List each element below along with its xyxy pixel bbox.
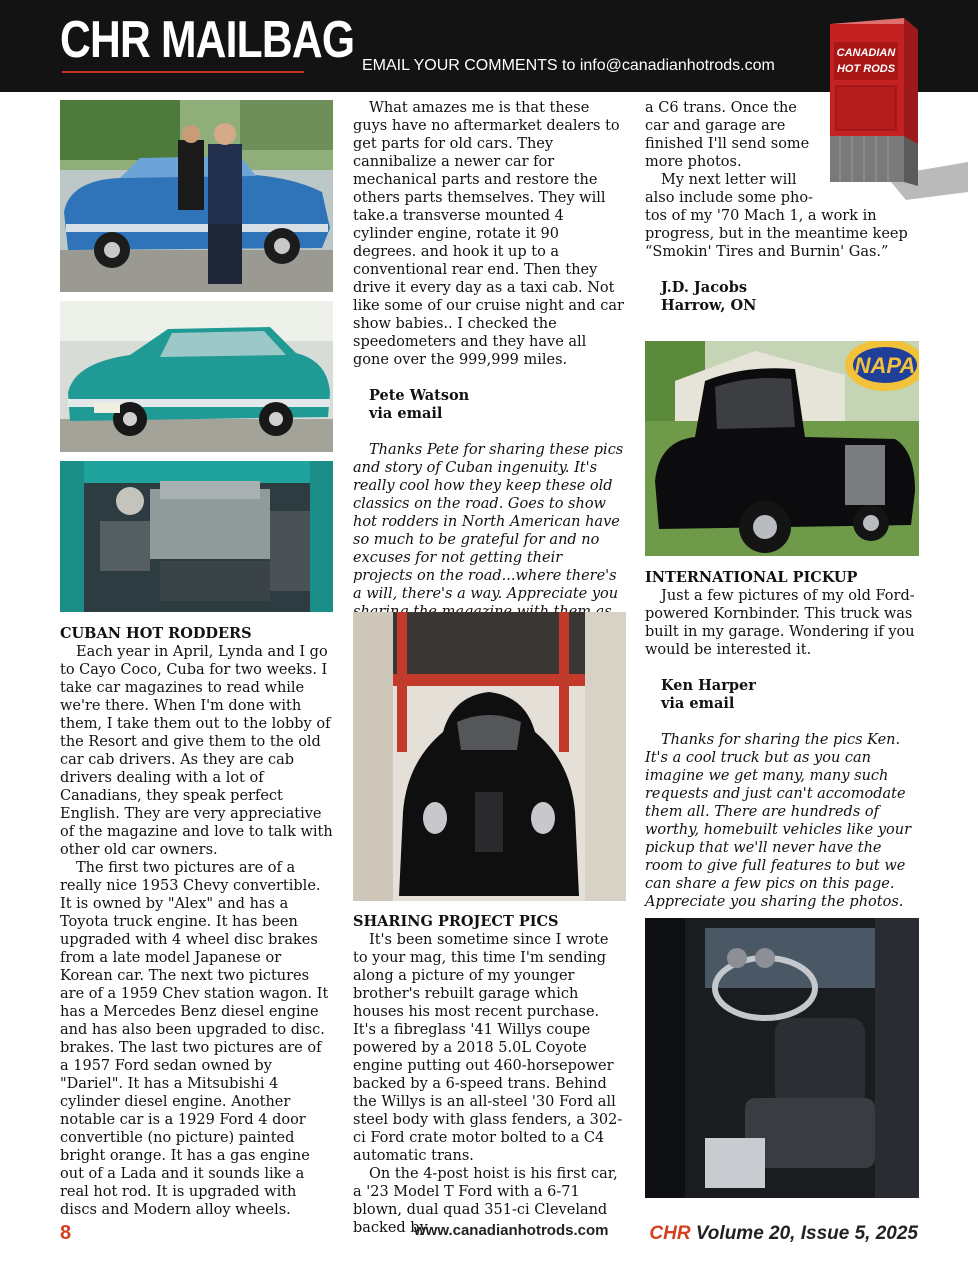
photo-pickup-interior	[645, 918, 919, 1198]
column-2-text-bottom	[353, 913, 626, 1237]
project-next-letter-line-1: My next letter will	[661, 172, 797, 188]
pickup-paragraph: Just a few pictures of my old Ford-powered Kornbinder. This truck was built in my garage. Wondering if you would be interested it.	[645, 588, 915, 658]
page-title: CHR MAILBAG	[60, 11, 355, 69]
napa-banner-text: NAPA	[854, 353, 916, 378]
project-paragraph-1: It's been sometime since I wrote to your mag, this time I'm sending along a picture of my younger brother's rebuilt garage which houses his most recent purchase. It's a fibreglass '41 Willys coupe powered by a 2018 5.0L Coyote engine putting out 460-horsepower backed by a 6-speed trans. Behind the Willys is an all-steel '30 Ford all steel body with glass fenders, a 302-ci Ford crate motor bolted to a C4 automatic trans.	[353, 932, 623, 1164]
signature-name-ken: Ken Harper	[661, 677, 756, 694]
column-3-text-middle	[645, 569, 919, 911]
project-continued-line-1: a C6 trans. Once the	[645, 100, 797, 116]
signature-location-pete: via email	[369, 405, 443, 422]
column-2-text-top	[353, 99, 626, 639]
cuban-paragraph-3: What amazes me is that these guys have no aftermarket dealers to get parts for old cars. They cannibalize a newer car for mechanical parts and restore the others parts themselves. They will take.a transverse mounted 4 cylinder engine, rotate it 90 degrees. and hook it up to a conventional rear end. Then they drive it every day as a taxi cab. Not like some of our cruise night and car show babies.. I checked the speedometers and they have all gone over the 999,999 miles.	[353, 100, 624, 368]
signature-name-pete: Pete Watson	[369, 387, 470, 404]
newsbox-logo-line2: HOT RODS	[836, 63, 896, 75]
editor-reply-ken: Thanks for sharing the pics Ken. It's a cool truck but as you can imagine we get many, many such requests and just can't accomodate them all. There are hundreds of worthy, homebuilt vehicles like your pickup that we'll never have the room to give full features to but we can share a few pics on this page. Appreciate you sharing the photos.	[645, 732, 912, 910]
photo-willys-coupe-garage	[353, 612, 626, 901]
title-underline	[62, 71, 304, 73]
editor-reply-pete: Thanks Pete for sharing these pics and story of Cuban ingenuity. It's really cool how they keep these old classics on the road. Goes to show hot rodders in North American have so much to be grateful for and no excuses for not getting their projects on the road...where there's a will, there's a way. Appreciate you	[353, 442, 624, 602]
email-comments-line: EMAIL YOUR COMMENTS to info@canadianhotrods.com	[362, 57, 775, 74]
photo-international-pickup	[645, 341, 919, 556]
column-3-text-top	[645, 99, 919, 315]
photo-diesel-engine-bay	[60, 461, 333, 612]
footer-issue-info	[649, 1223, 918, 1245]
newsbox-logo-line1: CANADIAN	[836, 47, 896, 59]
cuban-paragraph-2: The first two pictures are of a really nice 1953 Chevy convertible. It is owned by "Alex" and has a Toyota truck engine. It has been upgraded with 4 wheel disc brakes from a late model Japanese or Korean car. The next two pictures are of a 1959 Chev station wagon. It has a Mercedes Benz diesel engine and has also been upgraded to disc. brakes. The last two pictures are of a 1957 Ford sedan owned by "Dariel". It has a Mitsubishi 4 cylinder diesel engine. Another notable car is a 1929 Ford 4 door convertible (no picture) painted bright orange. It has a gas engine out of a Lada and it sounds like a real hot rod. It is upgraded with discs and Modern alloy wheels.	[60, 860, 329, 1218]
page-number: 8	[60, 1222, 72, 1244]
signature-name-jd: J.D. Jacobs	[661, 279, 747, 296]
cuban-paragraph-1: Each year in April, Lynda and I go to Cayo Coco, Cuba for two weeks. I take car magazines to read while we're there. When I'm done with them, I take them out to the lobby of the Resort and give them to the old car cab drivers. As they are cab drivers dealing with a lot of Canadians, they speak perfect English. They are very appreciative of the magazine and love to talk with other old car owners.	[60, 644, 333, 858]
footer-brand: CHR	[649, 1223, 691, 1244]
column-1-text	[60, 625, 333, 1219]
heading-sharing-project-pics: SHARING PROJECT PICS	[353, 913, 559, 930]
project-next-letter-rest: tos of my '70 Mach 1, a work in progress, but in the meantime keep “Smokin' Tires and Burnin' Gas.”	[645, 208, 908, 260]
project-continued-line-4: more photos.	[645, 154, 742, 170]
footer-website: www.canadianhotrods.com	[414, 1222, 609, 1239]
project-paragraph-2: On the 4-post hoist is his first car, a '23 Model T Ford with a 6-71 blown, dual quad 351-ci Cleveland backed by	[353, 1166, 618, 1236]
heading-international-pickup: INTERNATIONAL PICKUP	[645, 569, 858, 586]
footer-issue-text: Volume 20, Issue 5, 2025	[690, 1223, 918, 1244]
signature-location-jd: Harrow, ON	[661, 297, 757, 314]
signature-location-ken: via email	[661, 695, 735, 712]
project-next-letter-line-2: also include some pho-	[645, 190, 813, 206]
photo-chevy-wagon-owners	[60, 100, 333, 292]
project-continued-line-2: car and garage are	[645, 118, 786, 134]
photo-turquoise-ford-sedan	[60, 301, 333, 452]
heading-cuban-hot-rodders: CUBAN HOT RODDERS	[60, 625, 252, 642]
project-continued-line-3: finished I'll send some	[645, 136, 810, 152]
